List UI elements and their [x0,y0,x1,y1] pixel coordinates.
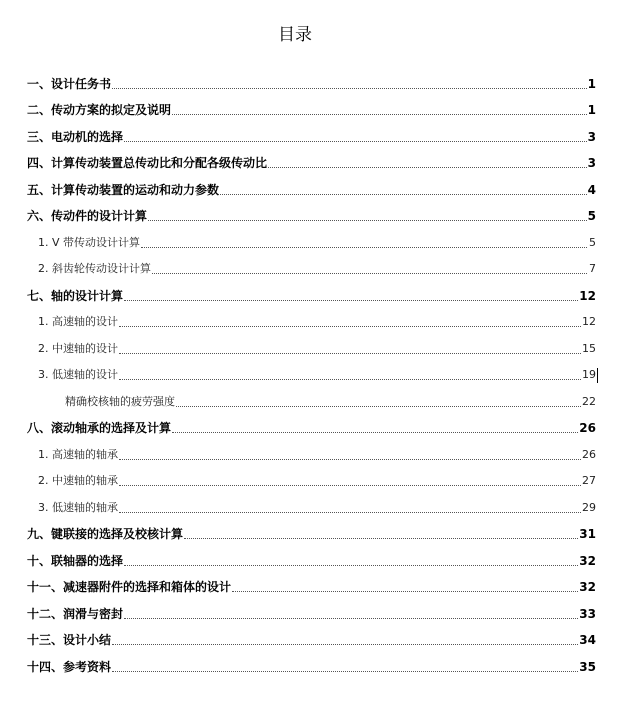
toc-page-number: 35 [579,659,596,674]
toc-dot-leader [172,431,578,433]
toc-dot-leader [124,140,587,142]
toc-entry[interactable] [0,280,596,307]
toc-entry[interactable] [0,307,596,334]
toc-page-number: 1 [587,103,596,117]
toc-page-number: 3 [587,156,596,170]
toc-entry[interactable] [0,227,596,254]
toc-entry[interactable] [0,254,596,281]
toc-page-number: 31 [579,527,596,541]
toc-entry-text: 精确校核轴的疲劳强度 [65,394,175,408]
toc-entry-text: 十一、减速器附件的选择和箱体的设计 [27,580,232,594]
toc-entry-text: 1. 高速轴的设计 [38,315,118,328]
toc-dot-leader [176,405,581,407]
toc-page-number: 32 [579,553,596,568]
toc-dot-leader [268,166,587,168]
toc-page-number: 4 [587,182,596,197]
toc-dot-leader [220,193,587,195]
toc-page-number: 12 [582,315,596,328]
toc-dot-leader [119,325,581,327]
toc-page-number: 3 [587,129,596,144]
toc-entry-text: 六、传动件的设计计算 [27,209,148,223]
toc-entry[interactable] [0,651,596,678]
toc-entry[interactable] [0,148,596,175]
toc-dot-leader [148,219,587,221]
toc-page-number: 1 [587,76,596,91]
toc-entry[interactable] [0,174,596,201]
toc-entry-text: 八、滚动轴承的选择及计算 [27,421,172,435]
toc-page-number: 19 [582,368,596,381]
toc-page-number: 34 [579,633,596,647]
toc-entry-text: 二、传动方案的拟定及说明 [27,103,172,117]
toc-dot-leader [124,299,578,301]
toc-dot-leader [232,590,578,592]
toc-entry[interactable] [0,598,596,625]
toc-page-number: 27 [582,474,596,487]
toc-entry[interactable] [0,439,596,466]
toc-entry-text: 十三、设计小结 [27,633,112,647]
toc-page-number: 26 [582,447,596,461]
toc-title: 目录 [278,25,312,45]
toc-page-number: 26 [579,421,596,435]
toc-page-number: 29 [582,500,596,514]
toc-page-number: 15 [582,341,596,355]
toc-page-number: 5 [589,235,596,249]
toc-entry[interactable] [0,68,596,95]
toc-entry[interactable] [0,519,596,546]
toc-entry-text: 十二、润滑与密封 [27,606,124,621]
toc-entry-text: 1. 高速轴的轴承 [38,447,118,461]
toc-entry[interactable] [0,413,596,440]
toc-entry-text: 五、计算传动装置的运动和动力参数 [27,182,220,197]
toc-list [0,68,618,678]
toc-entry[interactable] [0,121,596,148]
toc-entry-text: 十、联轴器的选择 [27,553,124,568]
toc-dot-leader [119,484,581,486]
toc-entry[interactable] [0,466,596,493]
toc-page-number: 22 [582,394,596,408]
toc-dot-leader [152,272,587,274]
toc-page-number: 32 [579,580,596,594]
toc-entry-text: 三、电动机的选择 [27,129,124,144]
toc-entry-text: 四、计算传动装置总传动比和分配各级传动比 [27,156,268,170]
toc-entry-text: 七、轴的设计计算 [27,288,124,303]
toc-dot-leader [119,511,581,513]
toc-dot-leader [141,246,587,248]
toc-dot-leader [184,537,578,539]
toc-page-number: 12 [579,288,596,303]
toc-entry-text: 3. 低速轴的轴承 [38,500,118,514]
toc-entry-text: 2. 中速轴的设计 [38,341,118,355]
toc-entry[interactable] [0,386,596,413]
toc-dot-leader [112,87,587,89]
toc-entry[interactable] [0,545,596,572]
toc-entry[interactable] [0,572,596,599]
toc-entry-text: 3. 低速轴的设计 [38,368,118,381]
toc-page-number: 33 [579,606,596,621]
toc-entry-text: 一、设计任务书 [27,76,112,91]
toc-entry-text: 1. V 带传动设计计算 [38,235,141,249]
toc-dot-leader [124,564,578,566]
toc-entry[interactable] [0,360,596,387]
toc-dot-leader [112,670,578,672]
toc-entry[interactable] [0,201,596,228]
text-cursor [597,368,598,383]
toc-dot-leader [119,378,581,380]
toc-entry[interactable] [0,625,596,652]
toc-dot-leader [112,643,578,645]
toc-dot-leader [124,617,578,619]
toc-entry-text: 九、键联接的选择及校核计算 [27,527,184,541]
toc-entry-text: 2. 中速轴的轴承 [38,474,118,487]
toc-dot-leader [172,113,587,115]
toc-entry[interactable] [0,333,596,360]
toc-dot-leader [119,352,581,354]
toc-entry[interactable] [0,492,596,519]
toc-page-number: 5 [587,209,596,223]
toc-entry-text: 十四、参考资料 [27,659,112,674]
toc-entry[interactable] [0,95,596,122]
toc-entry-text: 2. 斜齿轮传动设计计算 [38,262,151,275]
toc-dot-leader [119,458,581,460]
toc-page-number: 7 [589,262,596,275]
